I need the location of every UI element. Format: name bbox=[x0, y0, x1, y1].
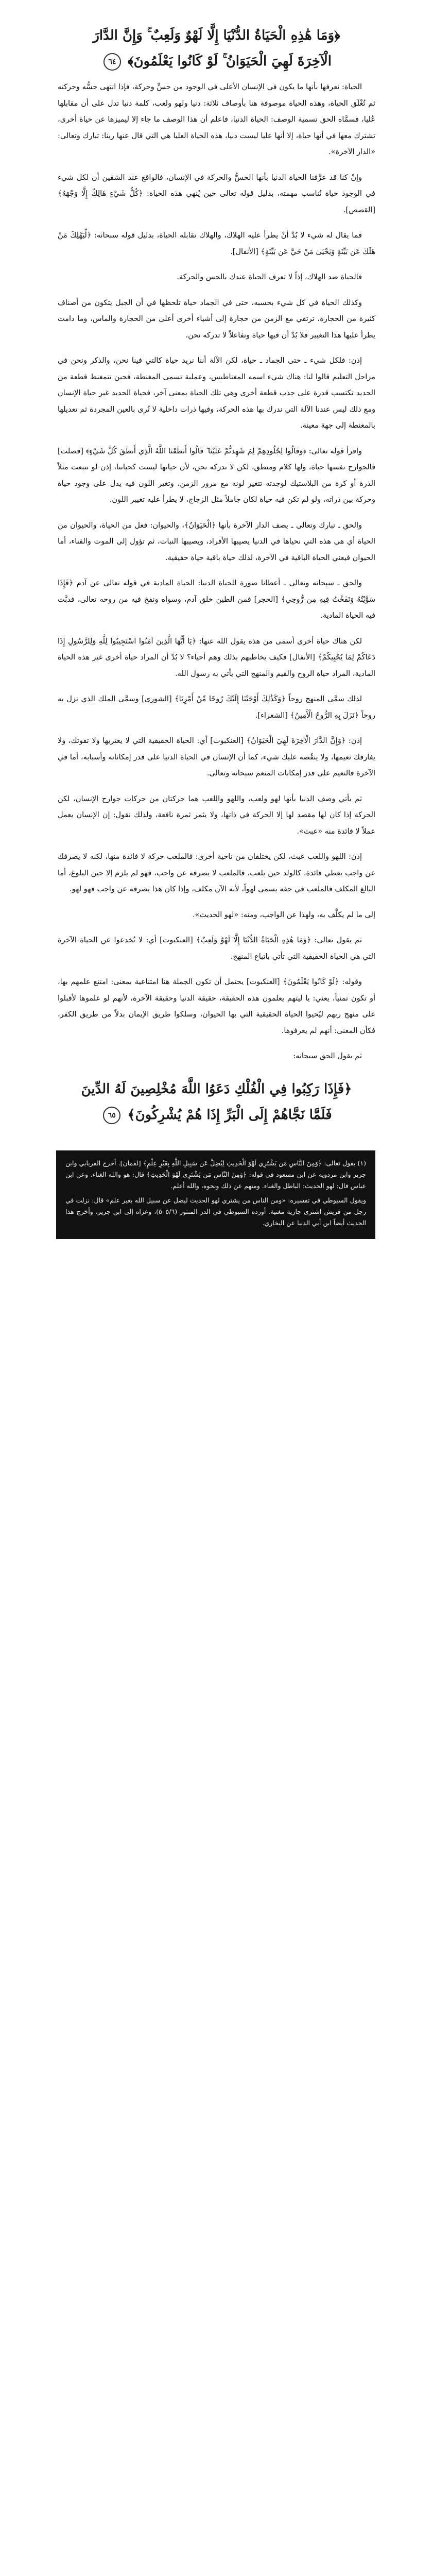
paragraph-8: والحق ـ تبارك وتعالى ـ يصف الدار الآخرة بأنها ﴿الْحَيَوَانُ﴾، والحيوان: فعل من الحياة، والحيوان من الحياة أي هي هذه التي نحياها في الدنيا يصيبها الأفراد، ويصيبها النبات، ثم تؤول إلى الموت والفناء، أما الحيوان فيعني الحياة الباقية في الآخرة، لذلك حياة باقية حياة حقيقية. bbox=[58, 521, 375, 562]
paragraph-1: الحياة: نعرفها بأنها ما يكون في الإنسان الأعلى في الوجود من حسٍّ وحركة، فإذا انتهى حسُّه وحركته ثم تُغْلَق الحياة، وهذه الحياة موصوفة هنا بأوصاف ثلاثة: دنيا ولهو ولعب، كلمة دنيا تدل على أن مقابلها عُليا، فسمَّاه الحق تسمية الوصف: الحياة الدنيا، فاعلم أن هذا الوصف ما جاء إلا ليميزها عن حياة أخرى، تشترك معها في أنها حياة، إلا أنها عليا ليست دنيا، هذه الحياة العليا هي التي قال عنها ربنا: تبارك وتعالى: «الدار الآخرة». bbox=[58, 83, 375, 156]
paragraph-2: وإنْ كنا قد عرَّفنا الحياة الدنيا بأنها الحسُّ والحركة في الإنسان، فالواقع عند الشقين أن لكل شيء في الوجود حياة تُناسب مهمته، بدليل قوله تعالى حين يُنهي هذه الحياة: ﴿كُلُّ شَيْءٍ هَالِكٌ إِلَّا وَجْهَهُ﴾ [القصص]. bbox=[58, 173, 375, 214]
paragraph-13: ثم يأتي وصف الدنيا بأنها لهو ولعب، واللهو واللعب هما حركتان من حركات جوارح الإنسان، لكن الحركة إذا كان لها مقصد لها إلا الحركة في ذاتها، ولا يثمر ثمرة نافعة، ولذلك نقول: إن الإنسان يعمل عملاً لا فائدة منه «عبث». bbox=[58, 794, 375, 836]
paragraph-3: فما يقال له شيء لا بُدَّ أنْ يطرأ عليه الهلاك، والهلاك تقابله الحياة، بدليل قوله سبحانه: ﴿لِّيَهْلِكَ مَنْ هَلَكَ عَن بَيِّنَةٍ وَيَحْيَىٰ مَنْ حَيَّ عَن بَيِّنَةٍ﴾ [الأنفال]. bbox=[58, 231, 375, 256]
top-verse bbox=[58, 21, 375, 76]
bottom-verse-line-2-text: فَلَمَّا نَجَّاهُمْ إِلَى الْبَرِّ إِذَا هُمْ يُشْرِكُونَ﴾ bbox=[127, 1107, 332, 1123]
paragraph-16: ثم يقول تعالى: ﴿وَمَا هَٰذِهِ الْحَيَاةُ الدُّنْيَا إِلَّا لَهْوٌ وَلَعِبٌ﴾ [العنكبوت] أي: لا تُخدعوا عن الحياة الآخرة التي هي الحياة الحقيقية التي تأتي باتباع المنهج. bbox=[58, 936, 375, 961]
bottom-verse bbox=[58, 1074, 375, 1130]
paragraph-10: لكن هناك حياة أخرى أسمى من هذه يقول الله عنها: ﴿يَا أَيُّهَا الَّذِينَ آمَنُوا اسْتَجِيبُوا لِلَّهِ وَلِلرَّسُولِ إِذَا دَعَاكُمْ لِمَا يُحْيِيكُمْ﴾ [الأنفال] فكيف يخاطبهم بذلك وهم أحياء؟ لا بُدَّ أن المراد حياة أخرى غير هذه الحياة المادية، المراد حياة الروح والقيم والمنهج التي يأتي به رسول الله. bbox=[58, 637, 375, 678]
top-verse-line-1: ﴿وَمَا هَٰذِهِ الْحَيَاةُ الدُّنْيَا إِلَّا لَهْوٌ وَلَعِبٌ ۚ وَإِنَّ الدَّارَ bbox=[93, 28, 340, 43]
bottom-verse-line-1: ﴿فَإِذَا رَكِبُوا فِي الْفُلْكِ دَعَوُا اللَّهَ مُخْلِصِينَ لَهُ الدِّينَ bbox=[81, 1081, 352, 1097]
page-bottom-margin bbox=[58, 1239, 375, 1270]
paragraph-14: إذن: اللهو واللعب عبث، لكن يختلفان من ناحية أخرى: فالملعب حركة لا فائدة منها، لكنه لا يصرفك عن واجب يعطي فائدة، كالولد حين يلعب، فالملعب لا يصرفه عن واجب، فهو لم يلزم إلا حين البلوغ، أما البالغ المكلف فالملعب في حقه يسمى لهواً، لأنه الآن مكلف، وإذا كان هذا يصرفه عن واجب فهو لهو. bbox=[58, 853, 375, 893]
paragraph-12: إذن: ﴿وَإِنَّ الدَّارَ الْآخِرَةَ لَهِيَ الْحَيَوَانُ﴾ [العنكبوت] أي: الحياة الحقيقية التي لا يعتريها ولا تفوتك، ولا يفارقك نعيمها، ولا ينقُصه عليك شيء، كما أن الإنسان في الحياة الدنيا على قدر إمكاناته وأسبابه، أما في الآخرة فالنعيم على قدر إمكانات المنعم سبحانه وتعالى. bbox=[58, 737, 375, 777]
paragraph-11: لذلك سمَّى المنهج روحاً ﴿وَكَذَٰلِكَ أَوْحَيْنَا إِلَيْكَ رُوحًا مِّنْ أَمْرِنَا﴾ [الشورى] وسمَّى الملك الذي نزل به روحاً ﴿نَزَلَ بِهِ الرُّوحُ الْأَمِينُ﴾ [الشعراء]. bbox=[58, 695, 375, 720]
bottom-verse-number: ٦٥ bbox=[103, 1107, 120, 1124]
paragraph-7: واقرأ قوله تعالى: ﴿وَقَالُوا لِجُلُودِهِمْ لِمَ شَهِدتُّمْ عَلَيْنَا ۖ قَالُوا أَنطَقَنَا اللَّهُ الَّذِي أَنطَقَ كُلَّ شَيْءٍ﴾ [فصلت] فالجوارح نفسها حياة، ولها كلام ومنطق، لكن لا ندركه نحن، لأن حياتها ليست كحياتنا، إذن لو تتبعت مثلاً الذرة أو كرة من البلاستيك لوجدته تتغير لونه مع مرور الزمن، وتغير اللون فيه يدل على وجود حياة وحركة بين ذراته، ولو لم تكن فيه حياة لكان جاملاً مثل الزجاج، لا يطرأ عليه تغيير اللون. bbox=[58, 447, 375, 504]
paragraph-17: وقوله: ﴿لَوْ كَانُوا يَعْلَمُونَ﴾ [العنكبوت] يحتمل أن تكون الجملة هنا امتناعية بمعنى: امتنع علمهم بها، أو تكون تمنياً، يعني: يا ليتهم يعلمون هذه الحقيقة، حقيقة الدنيا وحقيقة الآخرة، لأنهم لو علموها لأقبلوا على منهج ربهم ليُحيوا الحياة الحقيقية التي بها الحيوان، وسلكوا طريق الإيمان بدلاً من طريق الكفر، فكأن المعنى: أنهم لم يعرفوها. bbox=[58, 978, 376, 1035]
top-verse-line-2-text: الْآخِرَةَ لَهِيَ الْحَيَوَانُ ۚ لَوْ كَانُوا يَعْلَمُونَ﴾ bbox=[128, 54, 332, 69]
footnote-2: ويقول السيوطي في تفسيره: «ومن الناس من يشتري لهو الحديث ليضل عن سبيل الله بغير علم» قال: نزلت في رجل من قريش اشترى جارية مغنية. أورده السيوطي في الدر المنثور (٥٠٥/٦)، وعزاه إلى ابن جرير، وأخرج هذا الحديث أيضاً ابن أبي الدنيا عن البخاري. bbox=[65, 1196, 366, 1227]
top-verse-number: ٦٤ bbox=[103, 53, 121, 71]
paragraph-9: والحق ـ سبحانه وتعالى ـ أعطانا صورة للحياة الدنيا: الحياة المادية في قوله تعالى عن آدم ﴿فَإِذَا سَوَّيْتُهُ وَنَفَخْتُ فِيهِ مِن رُّوحِي﴾ [الحجر] فمن الطين خلق آدم، وسواه ونفخ فيه من روحه تعالى، فدبَّت فيه الحياة المادية. bbox=[58, 579, 375, 620]
footnote-1: (١) يقول تعالى: ﴿وَمِنَ النَّاسِ مَن يَشْتَرِي لَهْوَ الْحَدِيثِ لِيُضِلَّ عَن سَبِيلِ اللَّهِ بِغَيْرِ عِلْمٍ﴾ [لقمان]. أخرج الفريابي وابن جرير وابن مردويه عن ابن مسعود في قوله: ﴿وَمِنَ النَّاسِ مَن يَشْتَرِي لَهْوَ الْحَدِيثِ﴾ قال: هو والله الغناء. وعن ابن عباس قال: لهو الحديث: الباطل والغناء. ومنهم عن ذلك ونحوه، والله أعلم. bbox=[65, 1159, 366, 1190]
top-verse-line-2 bbox=[62, 48, 371, 74]
footnotes-box bbox=[56, 1150, 375, 1239]
bottom-verse-line-2 bbox=[62, 1102, 371, 1128]
paragraph-6: إذن: فلكل شيء ـ حتى الجماد ـ حياة، لكن الآلة أننا نريد حياة كالتي فينا نحن، والذكر ونحن في مراحل التعليم قالوا لنا: هناك شيء اسمه المغناطيس، وعملية تسمى المغنطة، فحين تتمغنط قطعة من الحديد تكتسب قدرة على جذب قطعة أخرى وهي تلك الحياة بمعنى آخر، فحياة الحديد غير حياة الإنسان ومع ذلك ليس عندنا الآلة التي ندرك بها هذه الحركة، وفيها ذرات داخلية لا تُرى بالعين المجردة ثم تعديلها بالمغنطة إلى جهة معينة. bbox=[58, 357, 375, 430]
paragraph-4: فالحياة ضد الهلاك، إذاً لا تعرف الحياة عندك بالحس والحركة. bbox=[177, 273, 362, 281]
paragraph-15: إلى ما لم يكلَّف به، ولهذا عن الواجب، ومنه: «لهو الحديث». bbox=[193, 910, 375, 919]
paragraph-5: وكذلك الحياة في كل شيء بحسبه، حتى في الجماد حياة تلحظها في أن الجبل يتكون من أصناف كثيرة من الحجارة، ترتقي مع الزمن من حجارة إلى أشياء أخرى أعلى من الحجارة والماس، وما دامت يطرأ عليها هذا التغيير فلا بُدَّ أن فيها حياة وتفاعلاً لا تدركه نحن. bbox=[58, 298, 375, 340]
commentary-body bbox=[58, 79, 375, 1065]
paragraph-18: ثم يقول الحق سبحانه: bbox=[293, 1052, 362, 1060]
